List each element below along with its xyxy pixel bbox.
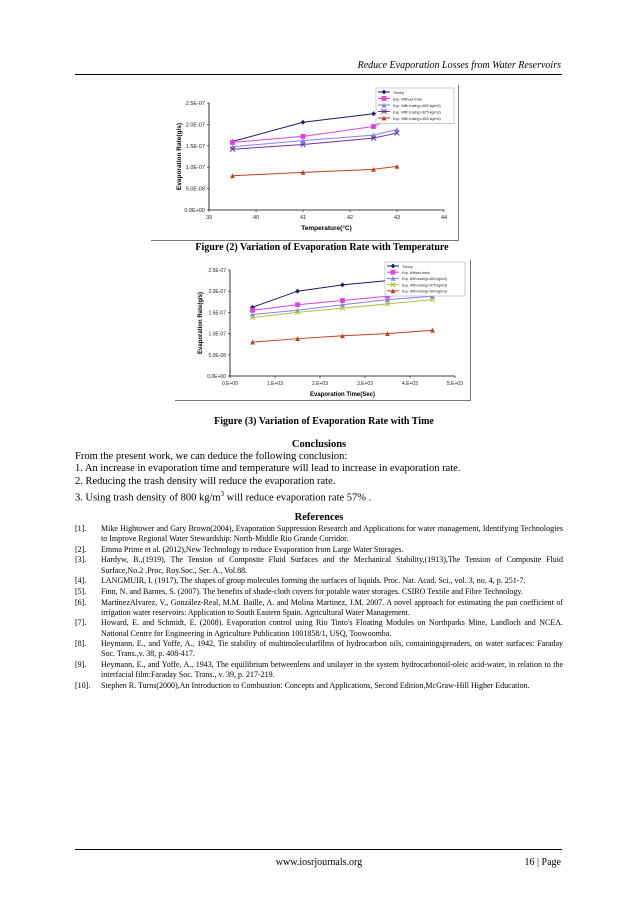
reference-number: [4]. bbox=[75, 576, 87, 586]
legend-label: Exp. With trash(ρ=800 kg/m3) bbox=[393, 116, 441, 121]
x-tick-label: 42 bbox=[346, 215, 354, 221]
legend-label: Exp. Without trash bbox=[402, 271, 430, 275]
reference-text: Finn, N. and Barnes, S. (2007). The benefits of shade-cloth covers for potable water storages. CSIRO Textile and Fibre Technology. bbox=[101, 586, 523, 596]
reference-item bbox=[75, 545, 563, 555]
data-point bbox=[301, 120, 306, 125]
legend-label: Theory bbox=[393, 90, 405, 95]
reference-text: Mike Hightower and Gary Brown(2004), Evaporation Suppression Research and Applications for water management, Identifying Technologies to Improve Regional Water Stewardship: North-Middle Rio Grande Corridor. bbox=[101, 524, 563, 544]
reference-number: [8]. bbox=[75, 639, 87, 649]
reference-item bbox=[75, 587, 563, 597]
x-tick-label: 39 bbox=[205, 215, 213, 221]
data-point bbox=[340, 282, 345, 287]
data-point bbox=[382, 96, 387, 101]
legend-label: Exp. With trash(ρ=875 kg/m3) bbox=[393, 110, 441, 115]
reference-item bbox=[75, 660, 563, 680]
reference-number: [6]. bbox=[75, 597, 87, 607]
conclusion-text: will reduce evaporation rate 57% . bbox=[224, 492, 372, 504]
conclusion-item bbox=[75, 488, 565, 505]
legend-label: Theory bbox=[402, 264, 413, 269]
y-tick-label: 0.0E+00 bbox=[207, 374, 226, 380]
figure-2 bbox=[151, 85, 459, 241]
x-tick-label: 3.E+03 bbox=[357, 381, 373, 387]
conclusion-item: 2. Reducing the trash density will reduce the evaporation rate. bbox=[75, 475, 336, 487]
superscript: 3 bbox=[220, 489, 225, 498]
reference-text: Heymann, E., and Yoffe, A., 1943, The equilibrium betweenlens and unilayer in the system hydrocarbonoil-oleic acid-water, in relation to the interfacial film:Faraday Soc. Trans., v. 39, p. 217-219. bbox=[101, 659, 563, 680]
time-chart bbox=[175, 260, 470, 400]
page-header-title: Reduce Evaporation Losses from Water Reservoirs bbox=[357, 60, 561, 71]
y-tick-label: 1.5E-07 bbox=[185, 143, 205, 150]
reference-number: [7]. bbox=[75, 618, 87, 628]
y-tick-label: 5.0E-08 bbox=[185, 186, 205, 193]
temperature-chart bbox=[151, 85, 458, 240]
legend-label: Exp. With trash(ρ=800 kg/m3) bbox=[402, 289, 447, 294]
references-list bbox=[75, 524, 563, 691]
x-axis-label: Evaporation Time(Sec) bbox=[310, 392, 375, 398]
data-point bbox=[371, 124, 376, 129]
figure-3-caption: Figure (3) Variation of Evaporation Rate with Time bbox=[214, 416, 434, 427]
references-heading: References bbox=[294, 512, 344, 523]
x-tick-label: 0.E+00 bbox=[222, 381, 238, 387]
conclusions-heading: Conclusions bbox=[291, 439, 347, 450]
data-point bbox=[391, 270, 396, 275]
y-tick-label: 2.0E-07 bbox=[185, 122, 205, 129]
figure-3 bbox=[175, 260, 471, 401]
conclusions-body bbox=[75, 451, 565, 505]
x-tick-label: 5.E+03 bbox=[447, 381, 463, 387]
x-tick-label: 4.E+03 bbox=[402, 381, 418, 387]
footer-link[interactable]: www.iosrjournals.org bbox=[275, 857, 363, 868]
reference-text: Howard, E. and Schmidt, E. (2008). Evaporation control using Rio Tinto's Floating Modules on Northparks Mine, Landloch and NCEA. National Centre for Engineering in Agriculture Publication 1001858/1, USQ, Toowoomba. bbox=[101, 618, 563, 638]
x-tick-label: 41 bbox=[299, 215, 307, 221]
reference-item bbox=[75, 618, 563, 638]
reference-text: Emma Prime et al. (2012),New Technology to reduce Evaporation from Large Water Storages. bbox=[101, 544, 404, 554]
reference-item bbox=[75, 576, 563, 586]
y-tick-label: 1.0E-07 bbox=[208, 331, 226, 338]
y-tick-label: 2.5E-07 bbox=[208, 268, 226, 274]
footer-rule bbox=[75, 849, 562, 850]
reference-number: [1]. bbox=[75, 524, 87, 533]
x-tick-label: 1.E+03 bbox=[267, 381, 283, 387]
reference-number: [2]. bbox=[75, 544, 87, 554]
data-point bbox=[371, 111, 376, 116]
y-axis-label: Evaporation Rate(g/s) bbox=[198, 291, 204, 355]
reference-text: Stephen R. Turns(2000),An Introduction to Combustion: Concepts and Applications, Second Edition,McGraw-Hill Higher Education. bbox=[101, 680, 530, 690]
reference-number: [10]. bbox=[75, 680, 91, 690]
data-point bbox=[295, 289, 300, 294]
reference-text: Heymann, E., and Yoffe, A., 1942, Tie stability of multimolecularfilms of hydrocarbon oils, containingspreaders, on water surfaces: Faraday Soc. Trans.,v. 38, p. 408-417. bbox=[101, 639, 563, 659]
reference-text: MartínezAlvarez, V., González-Real, M.M. Baille, A. and Molina Martinez, J.M. 2007. A novel approach for estimating the pan coefficient of irrigation water reservoirs: Application to South Eastern Spain. Agricultural Water Management. bbox=[101, 597, 563, 617]
legend-label: Exp. With trash(ρ=800 kg/m3) bbox=[402, 277, 447, 282]
x-tick-label: 44 bbox=[440, 215, 448, 221]
reference-item bbox=[75, 681, 563, 691]
reference-item bbox=[75, 598, 563, 618]
y-axis-label: Evaporation Rate(g/s) bbox=[176, 122, 183, 191]
conclusion-item: 1. An increase in evaporation time and temperature will lead to increase in evaporation rate. bbox=[75, 463, 461, 475]
conclusion-text: 3. Using trash density of 800 kg/m bbox=[75, 492, 221, 504]
legend-label: Exp. With trash(ρ=800 kg/m3) bbox=[393, 103, 441, 108]
y-tick-label: 5.0E-08 bbox=[208, 352, 226, 359]
conclusions-intro: From the present work, we can deduce the following conclusion: bbox=[75, 451, 348, 462]
header-rule bbox=[75, 74, 562, 75]
legend-label: Exp. With trash(ρ=875 kg/m3) bbox=[402, 283, 447, 288]
data-point bbox=[340, 298, 345, 303]
data-point bbox=[295, 302, 300, 307]
x-tick-label: 2.E+03 bbox=[312, 381, 328, 387]
reference-item bbox=[75, 555, 563, 575]
y-tick-label: 1.5E-07 bbox=[208, 310, 226, 317]
data-point bbox=[250, 308, 255, 313]
data-point bbox=[230, 140, 235, 145]
reference-number: [5]. bbox=[75, 586, 87, 596]
legend-label: Exp. Without trash bbox=[393, 97, 423, 102]
y-tick-label: 2.5E-07 bbox=[185, 101, 205, 107]
y-tick-label: 0.0E+00 bbox=[184, 208, 205, 214]
reference-text: LANGMUIR, I. (1917), The shapes of group molecules forming the surfaces of liquids. Proc. Nat. Acad. Sci., vol. 3, no. 4, p. 251-7. bbox=[101, 576, 526, 586]
data-point bbox=[301, 134, 306, 139]
x-tick-label: 40 bbox=[252, 215, 260, 221]
reference-item bbox=[75, 524, 563, 544]
page-number: 16 | Page bbox=[524, 857, 561, 868]
y-tick-label: 1.0E-07 bbox=[185, 165, 205, 172]
y-tick-label: 2.0E-07 bbox=[208, 289, 226, 296]
reference-text: Hardyw, B.,(1919), The Tension of Composite Fluid Surfaces and the Mechanical Stability,(1913),The Tension of Composite Fluid Surface,No.2 .Proc, Roy.Soc., Ser. A., Vol.88. bbox=[101, 555, 563, 575]
reference-item bbox=[75, 639, 563, 659]
x-axis-label: Temperature(°C) bbox=[301, 225, 352, 232]
x-tick-label: 43 bbox=[393, 215, 401, 221]
reference-number: [3]. bbox=[75, 555, 87, 565]
reference-number: [9]. bbox=[75, 659, 87, 669]
figure-2-caption: Figure (2) Variation of Evaporation Rate with Temperature bbox=[195, 242, 449, 253]
